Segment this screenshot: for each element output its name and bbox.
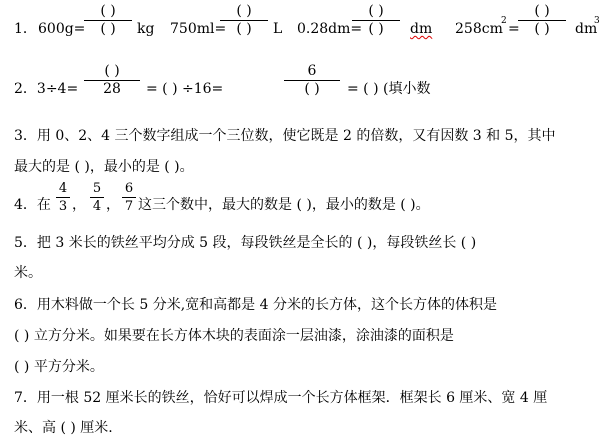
q4-tail: 这三个数中，最大的数是 ( )，最小的数是 ( )。 [138,197,430,213]
q4-f2-denominator: 4 [92,199,102,214]
q1-b-unit: L [273,21,283,37]
q2-fraction-2 [284,63,340,98]
q1-a-denominator-blank[interactable]: ( ) [100,21,116,37]
q2-tail: = ( ) (填小数 [347,81,431,97]
q2-f1-denominator: 28 [103,81,121,97]
q1-c-fraction [352,3,400,38]
q1-d-unit: dm [575,21,598,37]
q1-c-lhs: 0.28dm= [297,21,363,37]
q7-line-1: 7．用一根 52 厘米长的铁丝，恰好可以焊成一个长方体框架．框架长 6 厘米、宽 4 厘 [14,390,548,406]
q4-fraction-1 [56,180,70,215]
q1-b-denominator-blank[interactable]: ( ) [236,21,252,37]
q2-f2-numerator: 6 [307,63,317,79]
q1-d-numerator-blank[interactable]: ( ) [534,3,550,19]
q2-f2-denominator-blank[interactable]: ( ) [304,81,320,97]
q1-b-fraction [220,3,268,38]
q4-separator-2: ， [106,197,120,213]
q1-c-unit: dm [410,21,433,37]
q2-middle: = ( ) ÷16= [146,81,224,97]
q3-line-1: 3．用 0、2、4 三个数字组成一个三位数，使它既是 2 的倍数，又有因数 3 和 5，其中 [14,128,556,144]
q1-a-numerator-blank[interactable]: ( ) [100,3,116,19]
q1-a-lhs: 600g= [38,21,86,37]
q7-line-2: 米、高 ( ) 厘米. [14,420,113,436]
q6-line-1: 6．用木料做一个长 5 分米,宽和高都是 4 分米的长方体，这个长方体的体积是 [14,297,497,313]
q4-lead: 4．在 [14,197,51,213]
q4-f3-denominator: 7 [124,199,134,214]
q1-a-fraction [84,3,132,38]
q2-lead: 2．3÷4= [14,81,79,97]
q4-f1-numerator: 4 [58,181,68,196]
q4-fraction-2 [90,180,104,215]
q6-line-3: ( ) 平方分米。 [14,359,104,375]
q1-d-lhs: 258cm [455,21,503,37]
q1-d-superscript-2: 2 [501,16,507,26]
q4-f1-denominator: 3 [58,199,68,214]
q5-line-1: 5．把 3 米长的铁丝平均分成 5 段，每段铁丝是全长的 ( )，每段铁丝长 ( ) [14,235,477,251]
q5-line-2: 米。 [14,265,42,281]
q1-b-lhs: 750ml= [170,21,227,37]
q1-c-numerator-blank[interactable]: ( ) [368,3,384,19]
q4-fraction-3 [122,180,136,215]
q1-d-denominator-blank[interactable]: ( ) [534,21,550,37]
q1-d-equals: = [508,21,520,37]
q4-f2-numerator: 5 [92,181,102,196]
q2-fraction-1 [84,63,140,98]
q4-f3-numerator: 6 [124,181,134,196]
q1-a-unit: kg [137,21,155,37]
q1-b-numerator-blank[interactable]: ( ) [236,3,252,19]
q2-f1-numerator-blank[interactable]: ( ) [104,63,120,79]
q4-separator-1: ， [72,197,86,213]
q6-line-2: ( ) 立方分米。如果要在长方体木块的表面涂一层油漆，涂油漆的面积是 [14,328,454,344]
q1-d-superscript-3: 3 [594,16,600,26]
q1-d-fraction [518,3,566,38]
q1-number: 1． [14,21,37,37]
q3-line-2: 最大的是 ( )，最小的是 ( )。 [14,159,194,175]
q1-c-denominator-blank[interactable]: ( ) [368,21,384,37]
